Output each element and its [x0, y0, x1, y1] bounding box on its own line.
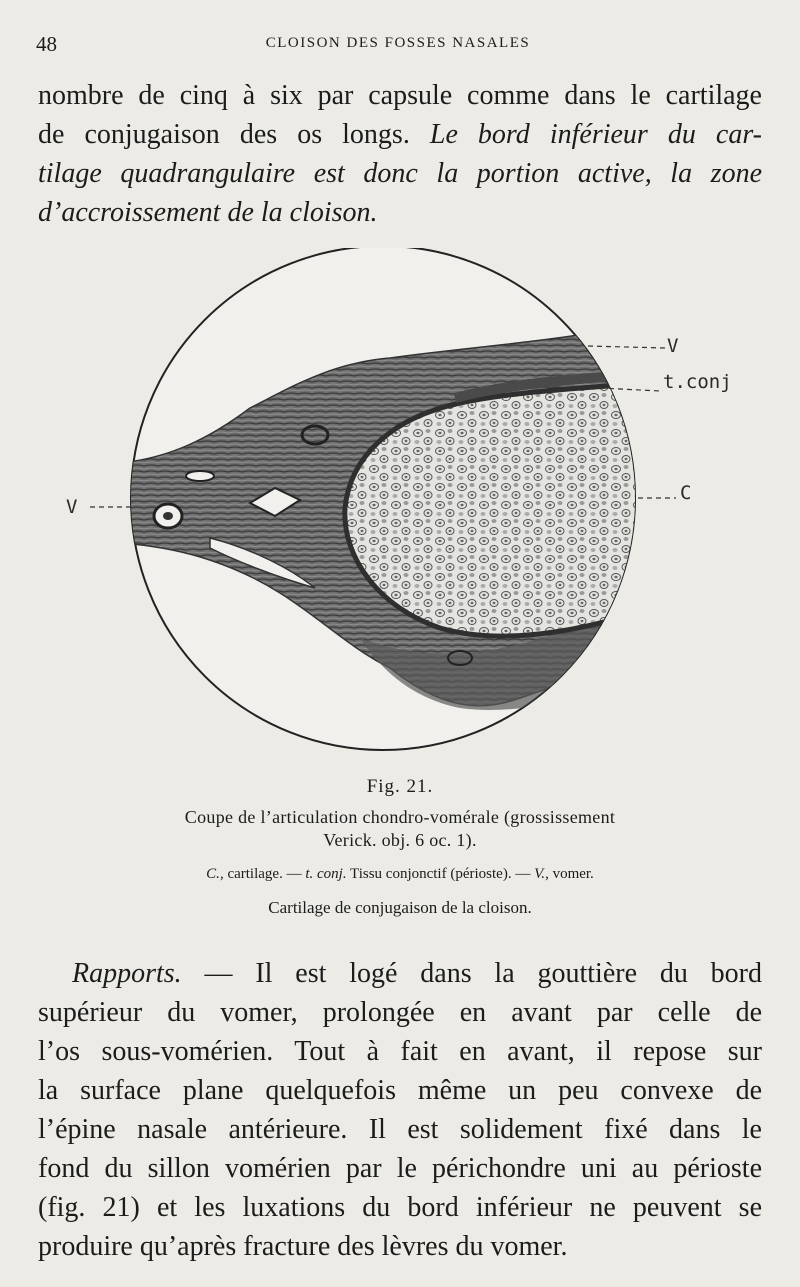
label-c: C: [680, 482, 692, 504]
figure-caption: [60, 806, 740, 852]
figure-subtitle: Cartilage de conjugaison de la cloison.: [268, 898, 532, 917]
text-line: l’os sous-vomérien. Tout à fait en avant, il repose sur: [38, 1036, 762, 1067]
figure-legend: [60, 866, 740, 883]
text-line: la surface plane quelquefois même un peu convexe de: [38, 1075, 762, 1106]
page-number: 48: [36, 32, 57, 56]
label-v-top: V: [667, 335, 679, 357]
leader-line: [588, 346, 665, 348]
legend-text: , cartilage. —: [219, 866, 306, 882]
label-v-left: V: [66, 496, 78, 518]
text-line: (fig. 21) et les luxations du bord inférieur ne peuvent se: [38, 1192, 762, 1223]
bottom-paragraph: [38, 954, 762, 1266]
text-line: [38, 954, 762, 993]
caption-line: Coupe de l’articulation chondro-vomérale (grossissement: [184, 807, 616, 827]
legend-abbr: t. conj.: [305, 866, 347, 882]
italic-span: tilage quadrangulaire est donc la portion active, la zone: [38, 158, 762, 189]
microscope-section-illustration: [60, 248, 750, 758]
text-line: [38, 193, 762, 232]
figure-number: Fig. 21.: [366, 776, 434, 797]
page-header: [36, 32, 760, 62]
running-head: CLOISON DES FOSSES NASALES: [265, 35, 531, 51]
italic-span: Le bord inférieur du car-: [429, 119, 762, 150]
text-span: — Il est logé dans la gouttière du bord: [181, 958, 762, 989]
legend-text: Tissu conjonctif (périoste). —: [346, 866, 535, 882]
legend-text: , vomer.: [545, 866, 594, 882]
text-line: supérieur du vomer, prolongée en avant par celle de: [38, 997, 762, 1028]
text-line: [38, 115, 762, 154]
legend-abbr: C.: [206, 866, 220, 882]
text-line: l’épine nasale antérieure. Il est solidement fixé dans le: [38, 1114, 762, 1145]
vessel-opening: [186, 471, 214, 481]
text-line: produire qu’après fracture des lèvres du vomer.: [38, 1231, 568, 1262]
text-line: fond du sillon vomérien par le périchondre uni au périoste: [38, 1153, 762, 1184]
label-t-conj: t.conj: [663, 371, 732, 393]
caption-line: Verick. obj. 6 oc. 1).: [323, 830, 477, 850]
top-paragraph: [38, 76, 762, 232]
vessel-core: [163, 512, 173, 520]
text-span: de conjugaison des os longs.: [38, 119, 430, 150]
text-line: nombre de cinq à six par capsule comme dans le cartilage: [38, 80, 762, 111]
italic-span: d’accroissement de la cloison.: [38, 197, 378, 228]
legend-abbr: V.: [534, 866, 546, 882]
italic-span: Rapports.: [72, 958, 182, 989]
histology-figure: [60, 248, 750, 758]
text-line: [38, 154, 762, 193]
